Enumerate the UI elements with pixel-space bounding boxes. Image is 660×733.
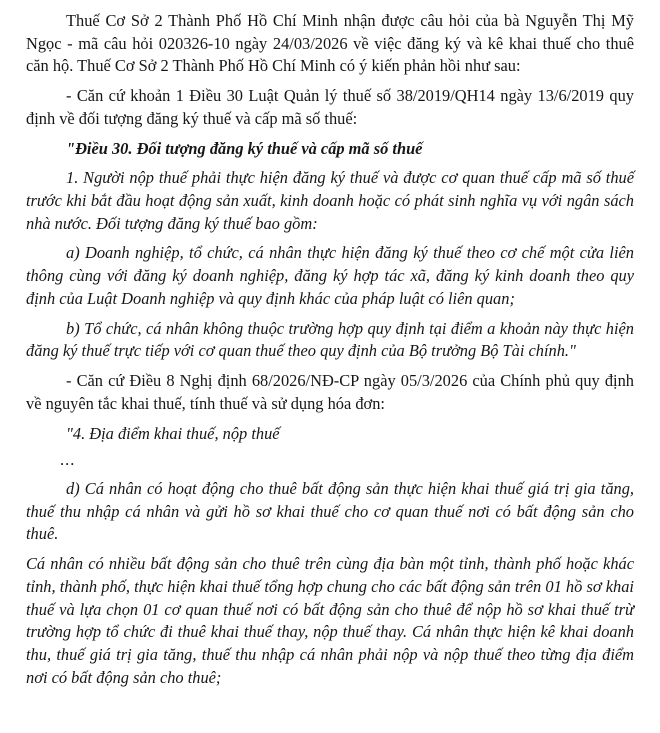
paragraph-intro: Thuế Cơ Sở 2 Thành Phố Hồ Chí Minh nhận được câu hỏi của bà Nguyễn Thị Mỹ Ngọc - mã câu hỏi 020326-10 ngày 24/03/2026 về việc đăng ký và kê khai thuế cho thuê căn hộ. Thuế Cơ Sở 2 Thành Phố Hồ Chí Minh có ý kiến phản hồi như sau: xyxy=(26,11,634,76)
paragraph-article-30-title: "Điều 30. Đối tượng đăng ký thuế và cấp mã số thuế xyxy=(66,138,423,158)
paragraph-clause-4-title: "4. Địa điểm khai thuế, nộp thuế xyxy=(66,423,280,443)
paragraph-article-30-clause-1: 1. Người nộp thuế phải thực hiện đăng ký thuế và được cơ quan thuế cấp mã số thuế trước khi bắt đầu hoạt động sản xuất, kinh doanh hoặc có phát sinh nghĩa vụ với ngân sách nhà nước. Đối tượng đăng ký thuế bao gồm: xyxy=(26,168,634,233)
paragraph-legal-basis-2: - Căn cứ Điều 8 Nghị định 68/2026/NĐ-CP ngày 05/3/2026 của Chính phủ quy định về nguyên tắc khai thuế, tính thuế và sử dụng hóa đơn: xyxy=(26,371,634,413)
paragraph-article-30-point-a: a) Doanh nghiệp, tổ chức, cá nhân thực hiện đăng ký thuế theo cơ chế một cửa liên thông cùng với đăng ký doanh nghiệp, đăng ký hợp tác xã, đăng ký kinh doanh theo quy định của Luật Doanh nghiệp và quy định khác của pháp luật có liên quan; xyxy=(26,243,634,308)
paragraph-ellipsis: ... xyxy=(60,450,76,470)
paragraph-legal-basis-1: - Căn cứ khoản 1 Điều 30 Luật Quản lý thuế số 38/2019/QH14 ngày 13/6/2019 quy định về đối tượng đăng ký thuế và cấp mã số thuế: xyxy=(26,86,634,128)
paragraph-clause-4-point-d-continued: Cá nhân có nhiều bất động sản cho thuê trên cùng địa bàn một tỉnh, thành phố hoặc khác tỉnh, thành phố, thực hiện khai thuế tổng hợp chung cho các bất động sản trên 01 hồ sơ khai thuế và lựa chọn 01 cơ quan thuế nơi có bất động sản cho thuê để nộp hồ sơ khai thuế trừ trường hợp tổ chức đi thuê khai thuế thay, nộp thuế thay. Cá nhân thực hiện kê khai doanh thu, thuế giá trị gia tăng, thuế thu nhập cá nhân phải nộp và nộp thuế theo từng địa điểm nơi có bất động sản cho thuê; xyxy=(26,554,634,687)
paragraph-article-30-point-b: b) Tổ chức, cá nhân không thuộc trường hợp quy định tại điểm a khoản này thực hiện đăng ký thuế trực tiếp với cơ quan thuế theo quy định của Bộ trưởng Bộ Tài chính." xyxy=(26,318,634,361)
paragraph-clause-4-point-d: d) Cá nhân có hoạt động cho thuê bất động sản thực hiện khai thuế giá trị gia tăng, thuế thu nhập cá nhân và gửi hồ sơ khai thuế cho cơ quan thuế nơi có bất động sản cho thuê. xyxy=(26,478,634,544)
